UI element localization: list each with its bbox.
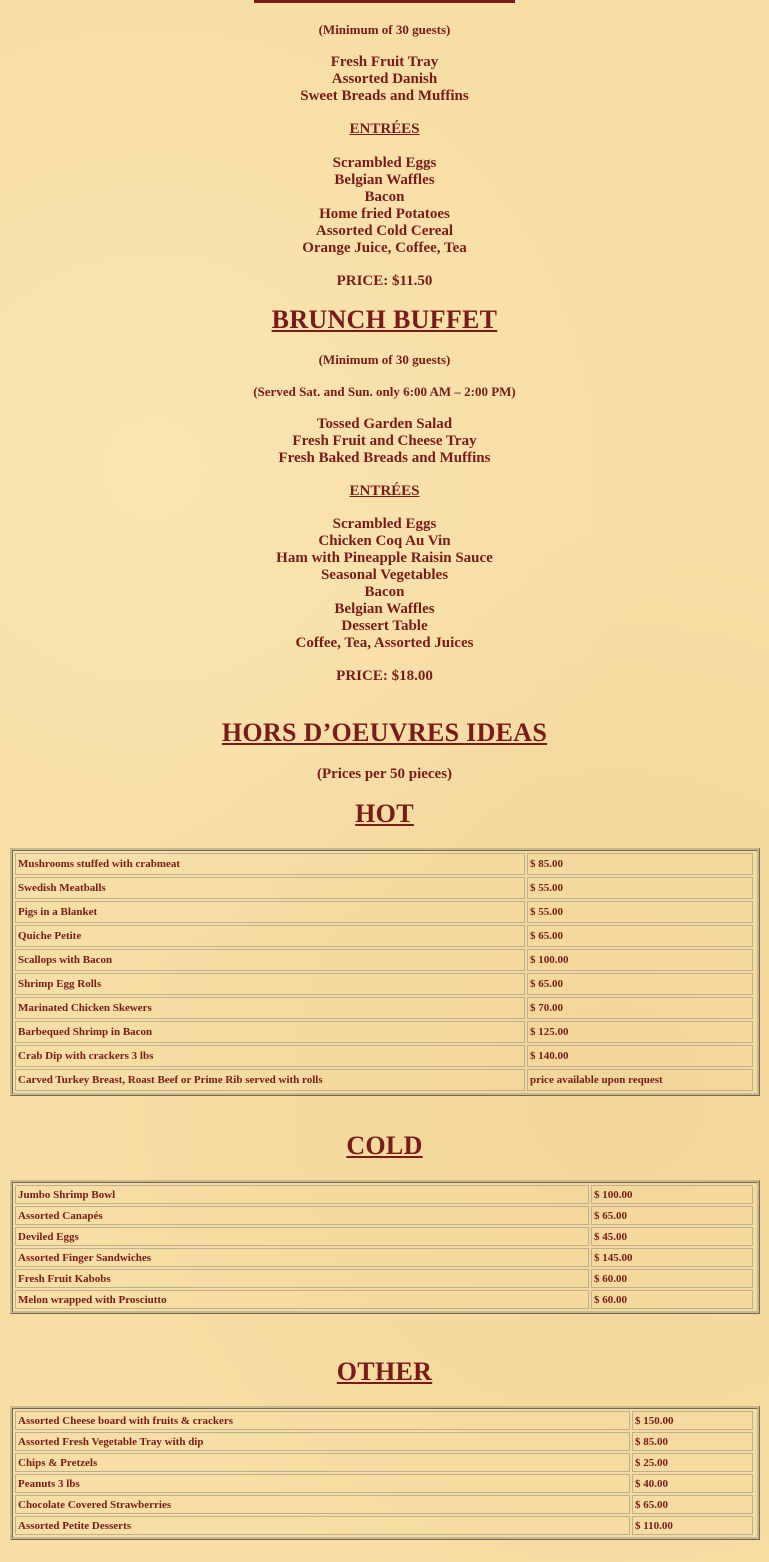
menu-item-name: Barbequed Shrimp in Bacon — [15, 1021, 525, 1043]
menu-item-price: $ 125.00 — [527, 1021, 753, 1043]
menu-item-name: Shrimp Egg Rolls — [15, 973, 525, 995]
table-row — [14, 1494, 756, 1515]
menu-item-price: $ 65.00 — [632, 1495, 753, 1514]
brunch-minimum-note: (Minimum of 30 guests) — [318, 352, 451, 367]
table-row — [14, 972, 756, 996]
menu-item-name: Scallops with Bacon — [15, 949, 525, 971]
brunch-entree: Seasonal Vegetables — [320, 567, 449, 583]
table-row — [14, 1044, 756, 1068]
breakfast-entrees-heading: ENTRÉES — [349, 121, 420, 137]
other-menu-table — [10, 1406, 760, 1540]
table-row — [14, 1289, 756, 1310]
menu-item-price: $ 45.00 — [591, 1227, 753, 1246]
table-row — [14, 900, 756, 924]
brunch-price: PRICE: $18.00 — [336, 668, 433, 684]
menu-item-price: $ 65.00 — [591, 1206, 753, 1225]
breakfast-item: Fresh Fruit Tray — [330, 54, 439, 70]
menu-item-name: Assorted Petite Desserts — [15, 1516, 630, 1535]
menu-item-price: $ 65.00 — [527, 973, 753, 995]
table-row — [14, 876, 756, 900]
section-title-underline — [254, 0, 515, 3]
brunch-entree: Dessert Table — [341, 618, 428, 634]
table-row — [14, 1226, 756, 1247]
breakfast-entree: Scrambled Eggs — [332, 155, 437, 171]
brunch-title: BRUNCH BUFFET — [271, 305, 498, 334]
brunch-entree: Coffee, Tea, Assorted Juices — [295, 635, 474, 651]
menu-item-price: $ 55.00 — [527, 901, 753, 923]
brunch-item: Tossed Garden Salad — [316, 416, 453, 432]
table-row — [14, 1452, 756, 1473]
menu-item-price: $ 85.00 — [632, 1432, 753, 1451]
menu-item-name: Assorted Fresh Vegetable Tray with dip — [15, 1432, 630, 1451]
menu-item-price: $ 70.00 — [527, 997, 753, 1019]
brunch-entrees-heading: ENTRÉES — [349, 483, 420, 499]
menu-item-name: Assorted Finger Sandwiches — [15, 1248, 589, 1267]
menu-item-price: $ 150.00 — [632, 1411, 753, 1430]
menu-item-price: $ 110.00 — [632, 1516, 753, 1535]
menu-item-name: Deviled Eggs — [15, 1227, 589, 1246]
menu-item-name: Crab Dip with crackers 3 lbs — [15, 1045, 525, 1067]
menu-item-name: Chocolate Covered Strawberries — [15, 1495, 630, 1514]
breakfast-minimum-note: (Minimum of 30 guests) — [318, 22, 451, 37]
menu-item-name: Quiche Petite — [15, 925, 525, 947]
table-row — [14, 924, 756, 948]
table-row — [14, 1020, 756, 1044]
breakfast-entree: Home fried Potatoes — [319, 206, 450, 222]
table-row — [14, 1410, 756, 1431]
menu-item-name: Peanuts 3 lbs — [15, 1474, 630, 1493]
table-row — [14, 948, 756, 972]
table-row — [14, 1473, 756, 1494]
menu-item-name: Assorted Cheese board with fruits & crackers — [15, 1411, 630, 1430]
menu-item-price: $ 60.00 — [591, 1290, 753, 1309]
menu-item-price: $ 100.00 — [527, 949, 753, 971]
breakfast-item: Assorted Danish — [331, 71, 438, 87]
breakfast-item: Sweet Breads and Muffins — [300, 88, 469, 104]
menu-item-name: Fresh Fruit Kabobs — [15, 1269, 589, 1288]
menu-item-price: $ 40.00 — [632, 1474, 753, 1493]
menu-item-name: Carved Turkey Breast, Roast Beef or Prime Rib served with rolls — [15, 1069, 525, 1091]
other-section-title: OTHER — [336, 1357, 433, 1386]
cold-section-title: COLD — [346, 1131, 423, 1160]
menu-item-name: Pigs in a Blanket — [15, 901, 525, 923]
table-row — [14, 1205, 756, 1226]
menu-item-price: $ 25.00 — [632, 1453, 753, 1472]
table-row — [14, 1068, 756, 1092]
menu-item-price: $ 100.00 — [591, 1185, 753, 1204]
table-row — [14, 1515, 756, 1536]
table-row — [14, 1247, 756, 1268]
breakfast-entree: Belgian Waffles — [334, 172, 435, 188]
menu-item-name: Marinated Chicken Skewers — [15, 997, 525, 1019]
brunch-served-note: (Served Sat. and Sun. only 6:00 AM – 2:00 PM) — [253, 384, 516, 399]
table-row — [14, 996, 756, 1020]
table-row — [14, 852, 756, 876]
hors-doeuvres-title: HORS D’OEUVRES IDEAS — [221, 718, 548, 747]
brunch-item: Fresh Baked Breads and Muffins — [278, 450, 491, 466]
menu-item-price: price available upon request — [527, 1069, 753, 1091]
menu-item-name: Mushrooms stuffed with crabmeat — [15, 853, 525, 875]
brunch-entree: Ham with Pineapple Raisin Sauce — [276, 550, 493, 566]
table-row — [14, 1268, 756, 1289]
brunch-entree: Scrambled Eggs — [332, 516, 437, 532]
brunch-entree: Chicken Coq Au Vin — [318, 533, 451, 549]
menu-item-name: Melon wrapped with Prosciutto — [15, 1290, 589, 1309]
cold-menu-table — [10, 1180, 760, 1314]
menu-item-name: Chips & Pretzels — [15, 1453, 630, 1472]
menu-item-price: $ 145.00 — [591, 1248, 753, 1267]
breakfast-entree: Bacon — [364, 189, 405, 205]
hot-section-title: HOT — [355, 799, 414, 828]
brunch-entree: Belgian Waffles — [334, 601, 435, 617]
menu-item-price: $ 85.00 — [527, 853, 753, 875]
menu-item-price: $ 140.00 — [527, 1045, 753, 1067]
menu-item-name: Assorted Canapés — [15, 1206, 589, 1225]
breakfast-entree: Orange Juice, Coffee, Tea — [302, 240, 467, 256]
menu-item-price: $ 60.00 — [591, 1269, 753, 1288]
brunch-entree: Bacon — [364, 584, 405, 600]
menu-item-name: Swedish Meatballs — [15, 877, 525, 899]
menu-item-price: $ 65.00 — [527, 925, 753, 947]
table-row — [14, 1184, 756, 1205]
table-row — [14, 1431, 756, 1452]
hot-menu-table — [10, 848, 760, 1096]
breakfast-price: PRICE: $11.50 — [336, 273, 433, 289]
menu-item-price: $ 55.00 — [527, 877, 753, 899]
breakfast-entree: Assorted Cold Cereal — [315, 223, 454, 239]
brunch-item: Fresh Fruit and Cheese Tray — [292, 433, 477, 449]
menu-item-name: Jumbo Shrimp Bowl — [15, 1185, 589, 1204]
hors-doeuvres-note: (Prices per 50 pieces) — [316, 766, 453, 782]
